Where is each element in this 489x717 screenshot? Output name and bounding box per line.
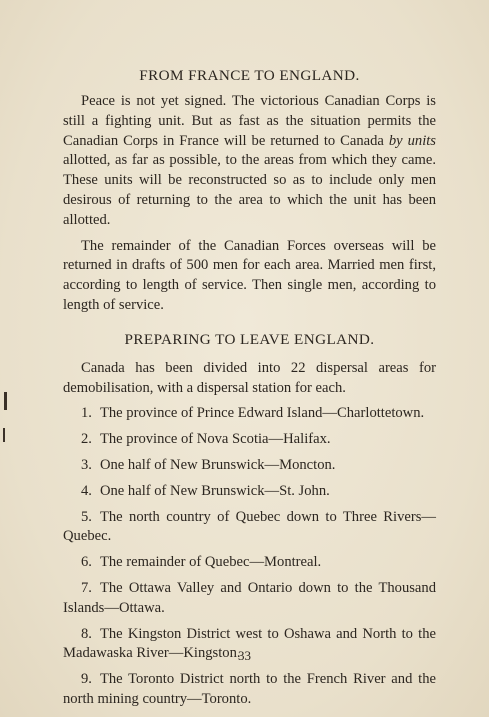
edge-mark xyxy=(3,428,5,442)
list-item-number: 8. xyxy=(81,625,92,642)
list-item-number: 5. xyxy=(81,508,92,525)
text-column xyxy=(63,66,436,716)
list-item-text: The province of Nova Scotia—Halifax. xyxy=(99,431,331,448)
list-item-text: The province of Prince Edward Island—Charlottetown. xyxy=(99,405,425,422)
list-item-number: 3. xyxy=(81,456,92,473)
page-number: 33 xyxy=(238,648,251,663)
list-item xyxy=(63,579,436,619)
list-item xyxy=(63,430,436,450)
paragraph xyxy=(63,92,436,231)
list-item-number: 9. xyxy=(81,671,92,688)
section-heading-from-france: FROM FRANCE TO ENGLAND. xyxy=(139,67,360,84)
list-item-text: The Ottawa Valley and Ontario down to the Thousand Islands—Ottawa. xyxy=(63,579,436,616)
list-item-text: The remainder of Quebec—Montreal. xyxy=(99,554,322,571)
list-item-text: The Toronto District north to the French River and the north mining country—Toronto. xyxy=(63,671,436,707)
paragraph: The remainder of the Canadian Forces overseas will be returned in drafts of 500 men for each area. Married men first, according to length of service. Then single men, according to length of service. xyxy=(63,237,436,313)
list-item xyxy=(63,670,436,710)
list-item xyxy=(63,404,436,424)
paragraph-text: allotted, as far as possible, to the areas from which they came. These units will be reconstructed so as to include only men desirous of returning to the area to which the unit has been allotted. xyxy=(63,152,436,228)
paragraph-text: Peace is not yet signed. The victorious Canadian Corps is still a fighting unit. But as fast as the situation permits the Canadian Corps in France will be returned to Canada xyxy=(63,93,436,149)
list-item-text: The Kingston District west to Oshawa and North to the Madawaska River—Kingston. xyxy=(63,625,436,662)
list-item xyxy=(63,553,436,573)
list-item-number: 4. xyxy=(81,482,92,499)
list-item-number: 1. xyxy=(81,405,92,422)
list-item xyxy=(63,508,436,548)
list-item-number: 6. xyxy=(81,554,92,571)
emphasis-text: by units xyxy=(388,132,436,149)
list-item-text: One half of New Brunswick—Moncton. xyxy=(99,456,336,473)
list-item-text: One half of New Brunswick—St. John. xyxy=(99,482,330,499)
intro-paragraph: Canada has been divided into 22 dispersal areas for demobilisation, with a dispersal station for each. xyxy=(63,359,436,396)
section-heading-preparing: PREPARING TO LEAVE ENGLAND. xyxy=(124,330,375,348)
list-item-text: The north country of Quebec down to Three Rivers—Quebec. xyxy=(63,508,436,545)
list-item-number: 2. xyxy=(81,431,92,448)
list-item xyxy=(63,482,436,502)
edge-mark xyxy=(4,392,7,410)
list-item xyxy=(63,456,436,476)
list-item-number: 7. xyxy=(81,579,92,596)
